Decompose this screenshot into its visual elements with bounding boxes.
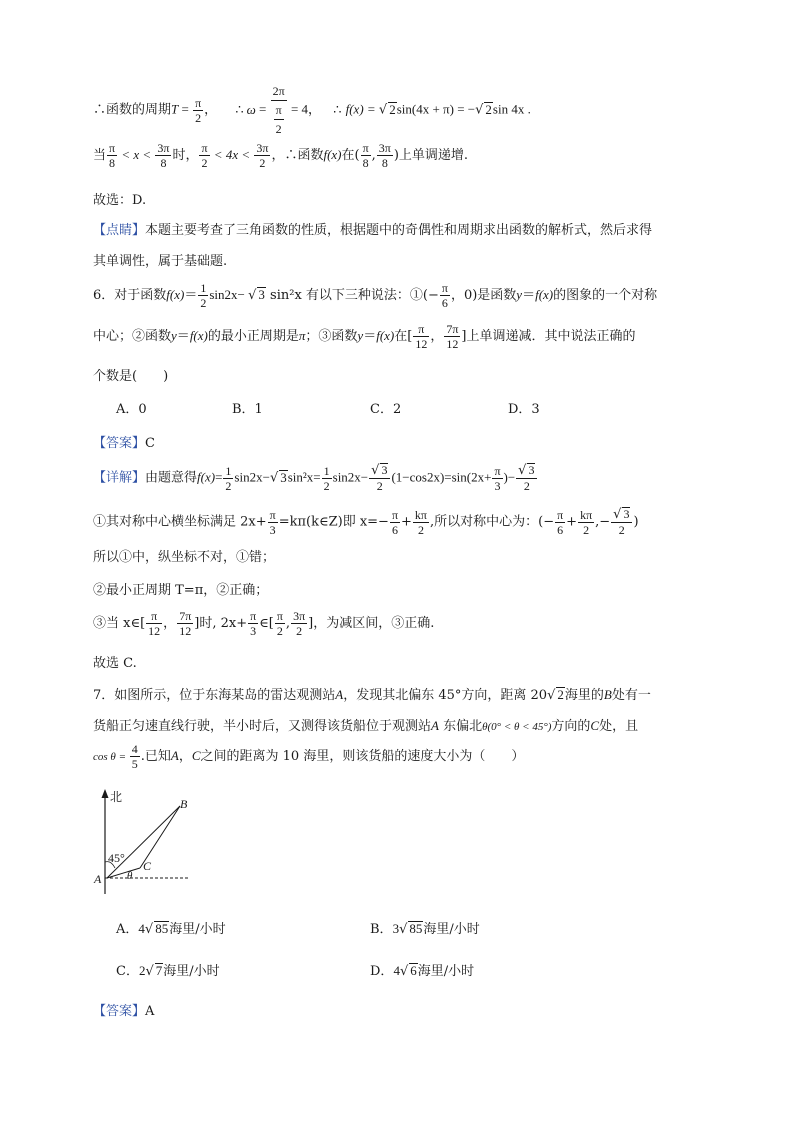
denominator: 2 bbox=[259, 156, 266, 170]
math: θ(0° < θ < 45°) bbox=[482, 721, 552, 733]
fraction bbox=[291, 609, 307, 638]
math: < x < bbox=[118, 147, 155, 162]
denominator: 12 bbox=[446, 337, 459, 351]
sqrt-icon: √ bbox=[145, 964, 154, 979]
sqrt-icon: √ bbox=[248, 288, 257, 303]
sqrt-icon: √ bbox=[547, 688, 556, 703]
point-a-label: A bbox=[94, 872, 102, 886]
numerator: π bbox=[146, 609, 162, 624]
numerator: 7π bbox=[179, 609, 192, 623]
theta-label: θ bbox=[127, 870, 133, 882]
denominator: 12 bbox=[415, 337, 428, 351]
math: sin2x− bbox=[332, 469, 369, 485]
numerator: π bbox=[269, 507, 276, 522]
text: ，∴函数 bbox=[271, 148, 324, 163]
text: ]时, 2x+ bbox=[194, 616, 248, 631]
math: sin2x bbox=[209, 287, 238, 302]
text: ， bbox=[204, 102, 218, 118]
option-d: D．3 bbox=[508, 402, 540, 417]
fraction bbox=[254, 141, 270, 170]
numerator: 1 bbox=[323, 463, 330, 478]
var: y bbox=[516, 287, 523, 302]
sqrt-icon: √ bbox=[399, 922, 408, 937]
var: π bbox=[298, 328, 306, 343]
math: cos θ = bbox=[93, 751, 129, 763]
step-4 bbox=[93, 609, 434, 638]
denominator: 12 bbox=[179, 624, 192, 638]
option-letter: A． bbox=[116, 922, 139, 937]
answer-6 bbox=[93, 432, 155, 451]
text: ，0)是函数 bbox=[450, 288, 517, 303]
unit: 海里/小时 bbox=[163, 964, 220, 979]
numerator bbox=[369, 463, 390, 479]
radicand: 85 bbox=[155, 921, 169, 936]
option-c: C．2 bbox=[370, 402, 402, 417]
option-b-7 bbox=[370, 918, 480, 937]
math: sin(4x + π) = − bbox=[396, 101, 476, 117]
numerator: π bbox=[201, 141, 208, 155]
text: , bbox=[285, 616, 291, 631]
numerator: π bbox=[195, 95, 202, 110]
var: A bbox=[170, 748, 179, 763]
math: sin 4x . bbox=[492, 101, 531, 117]
text: 时， bbox=[172, 148, 199, 163]
var: f(x) bbox=[197, 469, 216, 485]
text: 7．如图所示，位于东海某岛的雷达观测站 bbox=[93, 688, 336, 703]
fraction bbox=[369, 463, 390, 493]
question-6-line-3: 个数是( ) bbox=[93, 369, 169, 384]
comment-tag: 【点睛】 bbox=[93, 223, 146, 238]
text: ∴ bbox=[235, 101, 244, 117]
answer-7 bbox=[93, 1000, 154, 1019]
fraction bbox=[223, 464, 233, 493]
fraction bbox=[361, 141, 371, 170]
denominator: 2 bbox=[583, 522, 590, 537]
radicand: 6 bbox=[410, 963, 417, 978]
text: ＝ bbox=[363, 329, 377, 344]
fraction bbox=[413, 322, 429, 351]
denominator: 3 bbox=[250, 624, 257, 638]
var: y bbox=[171, 328, 177, 343]
option-a-7 bbox=[116, 918, 226, 937]
numerator: 3π bbox=[293, 609, 306, 623]
text: 处，且 bbox=[599, 719, 639, 734]
text: 的图象的一个对称 bbox=[553, 288, 658, 303]
text: + bbox=[401, 514, 412, 530]
angle-label: 45° bbox=[108, 851, 125, 865]
denominator: 5 bbox=[131, 757, 138, 771]
text: 货船正匀速直线行驶，半小时后，又测得该货船位于观测站 bbox=[93, 719, 432, 734]
sqrt-icon: √ bbox=[399, 964, 409, 979]
numerator: π bbox=[250, 609, 257, 623]
answer-value: C bbox=[145, 436, 155, 451]
question-6-line-1 bbox=[93, 281, 657, 310]
step-2: 所以①中，纵坐标不对，①错； bbox=[93, 550, 276, 565]
radicand: 3 bbox=[280, 469, 287, 485]
fraction bbox=[322, 464, 332, 493]
var: f(x) bbox=[535, 287, 554, 302]
numerator: 3π bbox=[157, 141, 170, 155]
radicand: 3 bbox=[528, 463, 535, 477]
denominator: 8 bbox=[362, 156, 369, 170]
numerator: 3π bbox=[378, 141, 391, 155]
unit: 海里/小时 bbox=[417, 964, 475, 979]
arrow-up-icon bbox=[102, 789, 109, 798]
sqrt-icon: √ bbox=[371, 463, 380, 478]
fraction bbox=[198, 281, 208, 310]
sqrt-icon: √ bbox=[378, 102, 388, 118]
var: A bbox=[431, 718, 439, 733]
text: .已知 bbox=[140, 749, 171, 764]
text: 东偏北 bbox=[438, 719, 483, 734]
question-6-line-2 bbox=[93, 322, 635, 351]
text: ＝ bbox=[522, 288, 536, 303]
var: C bbox=[191, 748, 201, 763]
numerator: 7π bbox=[446, 322, 459, 336]
denominator: 8 bbox=[109, 156, 116, 170]
fraction bbox=[492, 464, 502, 493]
text: ，发现其北偏东 45°方向，距离 20 bbox=[343, 688, 548, 703]
radar-diagram bbox=[88, 786, 198, 898]
denominator: 6 bbox=[441, 296, 448, 310]
denominator: 2 bbox=[225, 478, 232, 493]
text: ③当 x∈[ bbox=[93, 616, 146, 631]
option-d-7 bbox=[370, 960, 474, 979]
denominator bbox=[271, 101, 287, 138]
fraction bbox=[555, 508, 565, 537]
numerator: 1 bbox=[200, 281, 207, 295]
fraction bbox=[193, 96, 203, 125]
text: ∴ bbox=[333, 101, 342, 117]
numerator bbox=[516, 463, 537, 479]
math: f(x) = bbox=[345, 101, 379, 117]
denominator: 6 bbox=[391, 522, 398, 537]
text: 在( bbox=[341, 148, 360, 163]
text: 方向的 bbox=[551, 719, 591, 734]
denominator: 2 bbox=[376, 479, 383, 493]
text: ∈[ bbox=[259, 616, 274, 631]
denominator: 2 bbox=[276, 624, 283, 638]
fraction bbox=[578, 508, 594, 537]
fraction bbox=[516, 463, 537, 493]
fraction bbox=[444, 322, 460, 351]
question-7-line-2 bbox=[93, 715, 638, 734]
option-c-7 bbox=[116, 960, 220, 979]
var: f(x) bbox=[323, 147, 342, 162]
option-letter: B． bbox=[370, 922, 393, 937]
denominator: 2 bbox=[195, 110, 202, 125]
text: ,所以对称中心为：(− bbox=[429, 514, 555, 530]
point-b-label: B bbox=[180, 797, 188, 811]
fraction bbox=[275, 609, 285, 638]
denominator: 2 bbox=[200, 296, 207, 310]
unit: 海里/小时 bbox=[169, 922, 226, 937]
numerator: π bbox=[276, 609, 283, 623]
denominator: 2 bbox=[523, 479, 530, 493]
text: 在[ bbox=[394, 329, 413, 344]
detail-line bbox=[93, 463, 538, 493]
solution-line-period bbox=[93, 82, 531, 138]
var: f(x) bbox=[166, 287, 185, 302]
text: ；③函数 bbox=[305, 329, 358, 344]
fraction bbox=[268, 508, 278, 537]
coef: 4 bbox=[138, 921, 145, 936]
text: = bbox=[178, 101, 193, 117]
option-letter: C． bbox=[116, 964, 139, 979]
coef: 2 bbox=[138, 963, 146, 978]
fraction bbox=[413, 508, 429, 537]
text: 中心；②函数 bbox=[93, 329, 172, 344]
sqrt-icon: √ bbox=[518, 463, 527, 478]
text: 处有一 bbox=[611, 688, 651, 703]
option-b: B．1 bbox=[232, 402, 263, 417]
math: sin²x= bbox=[287, 469, 321, 485]
numerator: kπ bbox=[580, 507, 593, 522]
text: ， bbox=[163, 616, 177, 631]
numerator: π bbox=[413, 322, 429, 337]
point-c-label: C bbox=[143, 859, 152, 873]
text: , bbox=[371, 148, 376, 163]
fraction bbox=[271, 82, 287, 138]
numerator: π bbox=[274, 101, 284, 120]
numerator: kπ bbox=[414, 507, 427, 522]
fraction bbox=[146, 609, 162, 638]
comment-line-2: 其单调性，属于基础题. bbox=[93, 254, 228, 269]
fraction bbox=[107, 141, 117, 170]
numerator: π bbox=[109, 141, 116, 155]
denominator: 8 bbox=[381, 156, 388, 170]
fraction bbox=[611, 507, 632, 537]
radicand: 2 bbox=[557, 687, 564, 702]
denominator: 6 bbox=[557, 522, 564, 537]
fraction bbox=[177, 609, 193, 638]
sqrt-icon: √ bbox=[144, 922, 154, 937]
denominator: 12 bbox=[148, 624, 161, 638]
coef: 3 bbox=[392, 921, 400, 936]
radicand: 3 bbox=[381, 463, 388, 477]
text: 由题意得 bbox=[145, 470, 198, 486]
math: )− bbox=[503, 469, 516, 485]
denominator: 2 bbox=[417, 522, 424, 537]
text: = 4 bbox=[287, 101, 309, 117]
var: y bbox=[357, 328, 364, 343]
fraction bbox=[274, 101, 284, 138]
var: T bbox=[171, 101, 179, 117]
solution-line-monotone bbox=[93, 141, 468, 170]
text: 本题主要考查了三角函数的性质，根据题中的奇偶性和周期求出函数的解析式，然后求得 bbox=[145, 223, 653, 238]
step-1 bbox=[93, 507, 639, 537]
text: 当 bbox=[93, 148, 107, 163]
step-5: 故选 C. bbox=[93, 656, 137, 671]
option-letter: D． bbox=[370, 964, 394, 979]
math: sin2x− bbox=[234, 469, 270, 485]
radicand: 7 bbox=[155, 963, 163, 978]
math: (1−cos2x)=sin(2x+ bbox=[391, 469, 492, 485]
fraction bbox=[248, 609, 258, 638]
radicand: 3 bbox=[258, 287, 265, 302]
text: =kπ(k∈Z)即 x=− bbox=[278, 514, 389, 530]
sqrt-icon: √ bbox=[613, 507, 622, 522]
fraction bbox=[390, 508, 400, 537]
numerator: π bbox=[441, 281, 448, 295]
option-a: A．0 bbox=[116, 402, 147, 417]
north-label: 北 bbox=[110, 790, 123, 804]
var: C bbox=[590, 718, 600, 733]
numerator: π bbox=[362, 141, 369, 155]
text: ∴函数的周期 bbox=[93, 102, 172, 118]
numerator: π bbox=[557, 507, 564, 522]
coef: 4 bbox=[393, 963, 400, 978]
math: < 4x < bbox=[210, 147, 254, 162]
text: )上单调递增. bbox=[393, 148, 469, 163]
numerator: π bbox=[391, 507, 399, 522]
text: ) bbox=[633, 514, 639, 530]
text: + bbox=[566, 514, 578, 530]
text: 的最小正周期是 bbox=[207, 329, 299, 344]
text: ＝ bbox=[176, 329, 190, 344]
sqrt-icon: √ bbox=[269, 470, 279, 486]
text: ,− bbox=[595, 514, 611, 530]
denominator: 2 bbox=[323, 478, 330, 493]
sqrt-icon: √ bbox=[475, 102, 484, 118]
denominator: 2 bbox=[275, 122, 282, 136]
comment-line bbox=[93, 219, 652, 238]
text: 6．对于函数 bbox=[93, 288, 167, 303]
denominator: 3 bbox=[494, 478, 501, 493]
radicand: 3 bbox=[623, 507, 630, 521]
text: 之间的距离为 10 海里，则该货船的速度大小为（ ） bbox=[200, 749, 525, 764]
text: ]，为减区间，③正确. bbox=[308, 616, 435, 631]
text: ， bbox=[308, 102, 322, 118]
text: 海里的 bbox=[564, 688, 604, 703]
fraction bbox=[155, 141, 171, 170]
var: f(x) bbox=[189, 328, 208, 343]
denominator: 2 bbox=[296, 624, 303, 638]
question-7-line-3 bbox=[93, 742, 524, 771]
numerator: 3π bbox=[256, 141, 269, 155]
denominator: 3 bbox=[269, 522, 276, 537]
answer-tag: 【答案】 bbox=[93, 436, 146, 451]
numerator bbox=[611, 507, 632, 523]
denominator: 2 bbox=[201, 156, 208, 170]
denominator: 2 bbox=[618, 523, 625, 537]
numerator: 2π bbox=[271, 82, 287, 101]
denominator: 8 bbox=[160, 156, 167, 170]
text: ]上单调递减．其中说法正确的 bbox=[461, 329, 636, 344]
numerator: 1 bbox=[225, 463, 232, 478]
text: ， bbox=[178, 749, 192, 764]
text: sin²x 有以下三种说法：①(− bbox=[265, 288, 439, 303]
math: − bbox=[237, 287, 249, 302]
var: ω bbox=[246, 101, 256, 117]
radicand: 85 bbox=[409, 921, 423, 936]
text: ①其对称中心横坐标满足 2x+ bbox=[93, 514, 267, 530]
text: ， bbox=[430, 329, 444, 344]
numerator: 4 bbox=[131, 742, 138, 756]
var: B bbox=[603, 687, 612, 702]
answer-value: A bbox=[145, 1004, 155, 1019]
answer-tag: 【答案】 bbox=[93, 1004, 146, 1019]
fraction bbox=[199, 141, 209, 170]
unit: 海里/小时 bbox=[423, 922, 480, 937]
fraction bbox=[377, 141, 393, 170]
fraction bbox=[130, 742, 140, 771]
math: = bbox=[215, 469, 223, 485]
radicand: 2 bbox=[389, 101, 396, 117]
text: = bbox=[255, 101, 270, 117]
question-7-line-1 bbox=[93, 684, 651, 703]
text: ＝ bbox=[184, 288, 198, 303]
radicand: 2 bbox=[485, 101, 492, 117]
fraction bbox=[440, 281, 450, 310]
choice-line: 故选：D. bbox=[93, 193, 147, 208]
var: A bbox=[335, 687, 344, 702]
var: f(x) bbox=[376, 328, 395, 343]
numerator: π bbox=[494, 463, 501, 478]
step-3: ②最小正周期 T=π，②正确； bbox=[93, 583, 269, 598]
detail-tag: 【详解】 bbox=[93, 470, 146, 486]
